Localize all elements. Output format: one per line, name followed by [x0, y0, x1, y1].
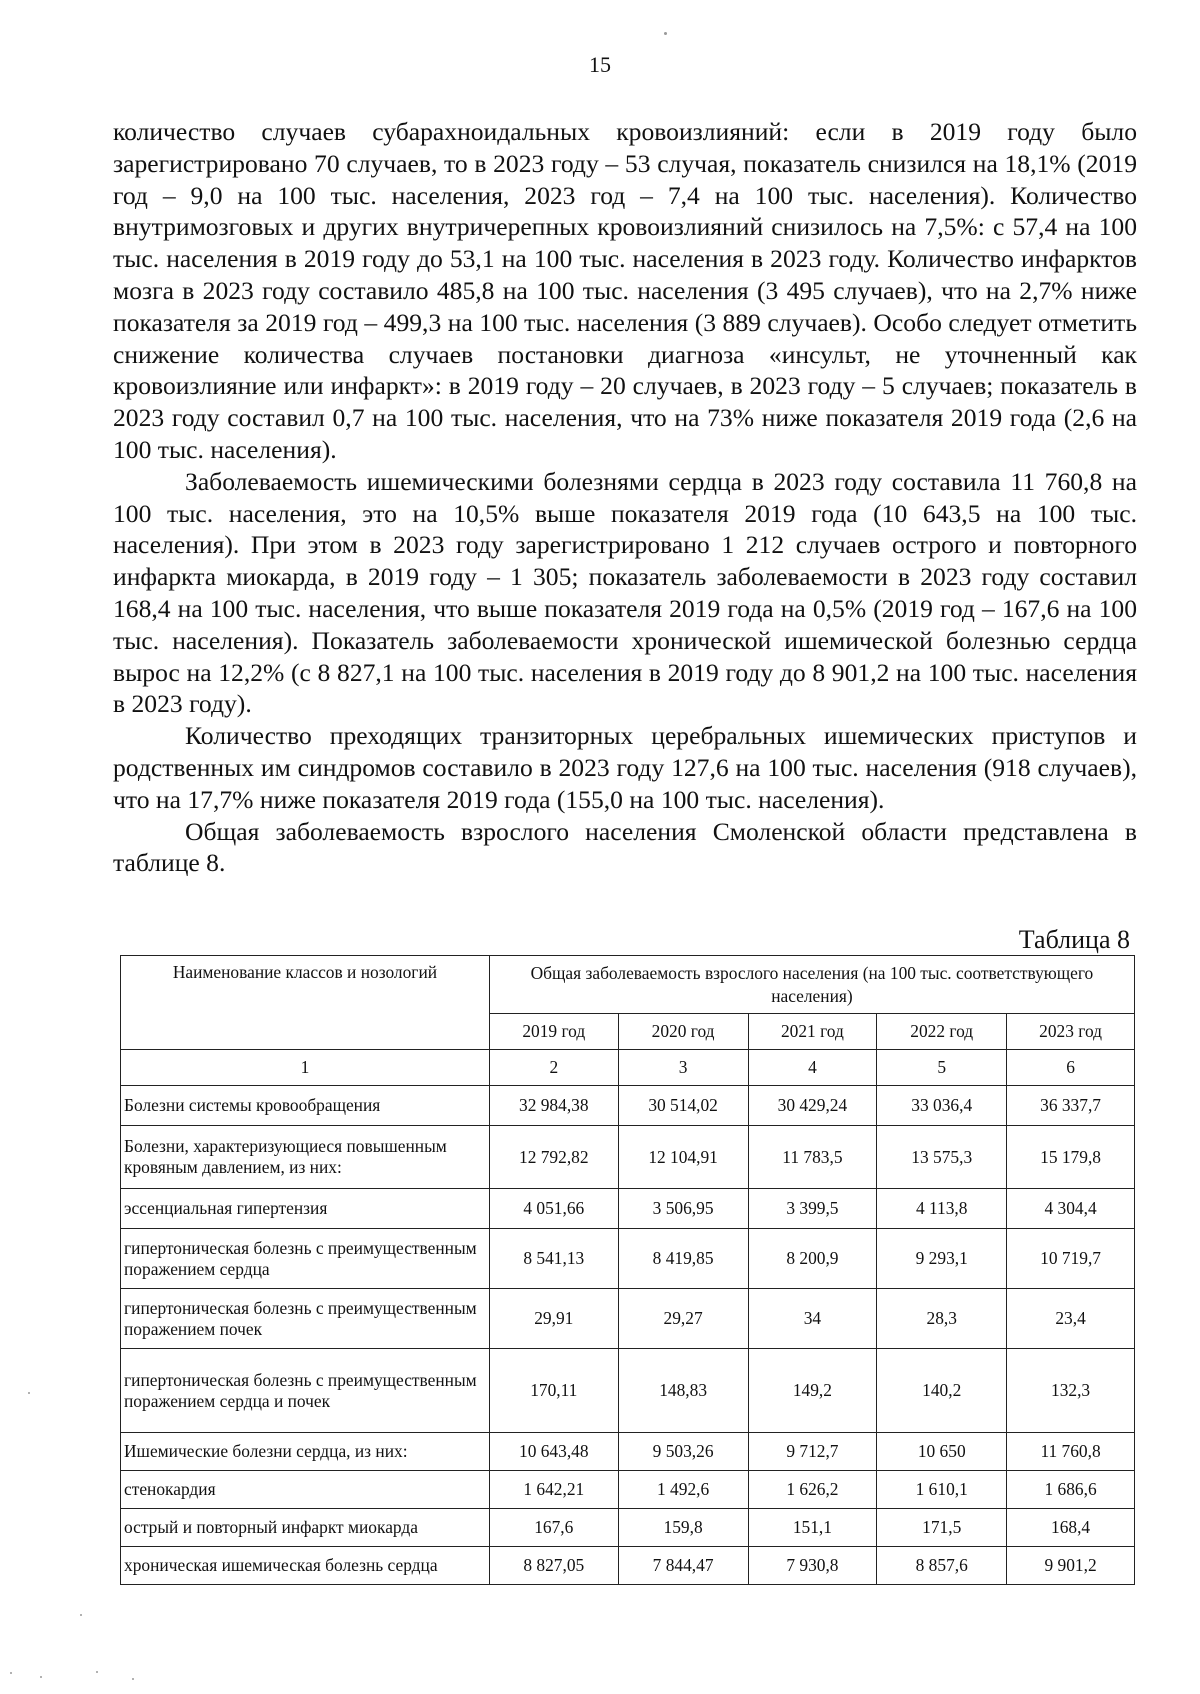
scan-speck	[664, 32, 667, 35]
value-cell: 168,4	[1007, 1509, 1135, 1547]
row-name-cell: острый и повторный инфаркт миокарда	[121, 1509, 490, 1547]
value-cell: 36 337,7	[1007, 1086, 1135, 1126]
value-cell: 8 857,6	[877, 1547, 1007, 1585]
paragraph-ischemic-heart: Заболеваемость ишемическими болезнями сердца в 2023 году составила 11 760,8 на 100 тыс. населения, это на 10,5% выше показателя 2019 года (10 643,5 на 100 тыс. населения). При этом в 2023 году зарегистрировано 1 212 случаев острого и повторного инфаркта миокарда, в 2019 году – 1 305; показатель заболеваемости в 2023 году составил 168,4 на 100 тыс. населения, что выше показателя 2019 года на 0,5% (2019 год – 167,6 на 100 тыс. населения). Показатель заболеваемости хронической ишемической болезнью сердца вырос на 12,2% (с 8 827,1 на 100 тыс. населения в 2019 году до 8 901,2 на 100 тыс. населения в 2023 году).	[113, 466, 1137, 719]
value-cell: 171,5	[877, 1509, 1007, 1547]
table-column-numbers-row	[121, 1050, 1135, 1086]
value-cell: 29,27	[618, 1289, 748, 1349]
value-cell: 3 506,95	[618, 1189, 748, 1229]
scan-speck	[96, 1671, 98, 1673]
header-year-cell: 2021 год	[748, 1014, 877, 1050]
table-row	[121, 1126, 1135, 1189]
row-name-cell: Болезни, характеризующиеся повышенным кровяным давлением, из них:	[121, 1126, 490, 1189]
value-cell: 149,2	[748, 1349, 877, 1433]
row-name-cell: хроническая ишемическая болезнь сердца	[121, 1547, 490, 1585]
column-number-cell: 3	[618, 1050, 748, 1086]
value-cell: 1 686,6	[1007, 1471, 1135, 1509]
value-cell: 148,83	[618, 1349, 748, 1433]
value-cell: 23,4	[1007, 1289, 1135, 1349]
value-cell: 30 429,24	[748, 1086, 877, 1126]
value-cell: 11 783,5	[748, 1126, 877, 1189]
table-row	[121, 1509, 1135, 1547]
row-name-cell: гипертоническая болезнь с преимущественным поражением сердца и почек	[121, 1349, 490, 1433]
value-cell: 8 541,13	[489, 1229, 618, 1289]
value-cell: 167,6	[489, 1509, 618, 1547]
value-cell: 8 827,05	[489, 1547, 618, 1585]
value-cell: 12 792,82	[489, 1126, 618, 1189]
table-row	[121, 1349, 1135, 1433]
value-cell: 7 930,8	[748, 1547, 877, 1585]
table-row	[121, 1189, 1135, 1229]
scan-speck	[28, 1392, 30, 1394]
value-cell: 34	[748, 1289, 877, 1349]
scan-speck	[80, 1614, 82, 1616]
paragraph-strokes: количество случаев субарахноидальных кровоизлияний: если в 2019 году было зарегистрировано 70 случаев, то в 2023 году – 53 случая, показатель снизился на 18,1% (2019 год – 9,0 на 100 тыс. населения, 2023 год – 7,4 на 100 тыс. населения). Количество внутримозговых и других внутричерепных кровоизлияний снизилось на 7,5%: с 57,4 на 100 тыс. населения в 2019 году до 53,1 на 100 тыс. населения в 2023 году. Количество инфарктов мозга в 2023 году составило 485,8 на 100 тыс. населения (3 495 случаев), что на 2,7% ниже показателя за 2019 год – 499,3 на 100 тыс. населения (3 889 случаев). Особо следует отметить снижение количества случаев постановки диагноза «инсульт, не уточненный как кровоизлияние или инфаркт»: в 2019 году – 20 случаев, в 2023 году – 5 случаев; показатель в 2023 году составил 0,7 на 100 тыс. населения, что на 73% ниже показателя 2019 года (2,6 на 100 тыс. населения).	[113, 117, 1137, 464]
value-cell: 1 626,2	[748, 1471, 877, 1509]
value-cell: 1 642,21	[489, 1471, 618, 1509]
value-cell: 9 503,26	[618, 1433, 748, 1471]
value-cell: 8 419,85	[618, 1229, 748, 1289]
value-cell: 15 179,8	[1007, 1126, 1135, 1189]
value-cell: 7 844,47	[618, 1547, 748, 1585]
value-cell: 4 113,8	[877, 1189, 1007, 1229]
row-name-cell: Болезни системы кровообращения	[121, 1086, 490, 1126]
header-year-cell: 2023 год	[1007, 1014, 1135, 1050]
value-cell: 13 575,3	[877, 1126, 1007, 1189]
value-cell: 30 514,02	[618, 1086, 748, 1126]
value-cell: 140,2	[877, 1349, 1007, 1433]
scan-speck	[40, 1676, 42, 1678]
table-row	[121, 1471, 1135, 1509]
scan-speck	[10, 1672, 12, 1674]
value-cell: 8 200,9	[748, 1229, 877, 1289]
header-group-cell: Общая заболеваемость взрослого населения (на 100 тыс. соответствующего населения)	[489, 956, 1134, 1014]
value-cell: 29,91	[489, 1289, 618, 1349]
value-cell: 1 492,6	[618, 1471, 748, 1509]
value-cell: 12 104,91	[618, 1126, 748, 1189]
value-cell: 151,1	[748, 1509, 877, 1547]
row-name-cell: гипертоническая болезнь с преимущественным поражением почек	[121, 1289, 490, 1349]
table-label: Таблица 8	[1018, 925, 1130, 954]
paragraph-table-intro: Общая заболеваемость взрослого населения Смоленской области представлена в таблице 8.	[113, 816, 1137, 878]
paragraph-transient-ischemic: Количество преходящих транзиторных церебральных ишемических приступов и родственных им синдромов составило в 2023 году 127,6 на 100 тыс. населения (918 случаев), что на 17,7% ниже показателя 2019 года (155,0 на 100 тыс. населения).	[113, 721, 1137, 814]
header-year-cell: 2020 год	[618, 1014, 748, 1050]
row-name-cell: Ишемические болезни сердца, из них:	[121, 1433, 490, 1471]
table-row	[121, 1433, 1135, 1471]
header-year-cell: 2019 год	[489, 1014, 618, 1050]
table-header-row	[121, 956, 1135, 1014]
value-cell: 10 650	[877, 1433, 1007, 1471]
value-cell: 170,11	[489, 1349, 618, 1433]
value-cell: 10 719,7	[1007, 1229, 1135, 1289]
value-cell: 132,3	[1007, 1349, 1135, 1433]
row-name-cell: эссенциальная гипертензия	[121, 1189, 490, 1229]
column-number-cell: 2	[489, 1050, 618, 1086]
value-cell: 4 051,66	[489, 1189, 618, 1229]
row-name-cell: гипертоническая болезнь с преимущественным поражением сердца	[121, 1229, 490, 1289]
row-name-cell: стенокардия	[121, 1471, 490, 1509]
scan-speck	[132, 1678, 134, 1680]
column-number-cell: 1	[121, 1050, 490, 1086]
value-cell: 4 304,4	[1007, 1189, 1135, 1229]
column-number-cell: 6	[1007, 1050, 1135, 1086]
value-cell: 11 760,8	[1007, 1433, 1135, 1471]
header-year-cell: 2022 год	[877, 1014, 1007, 1050]
value-cell: 28,3	[877, 1289, 1007, 1349]
value-cell: 3 399,5	[748, 1189, 877, 1229]
value-cell: 32 984,38	[489, 1086, 618, 1126]
value-cell: 33 036,4	[877, 1086, 1007, 1126]
table-row	[121, 1547, 1135, 1585]
value-cell: 10 643,48	[489, 1433, 618, 1471]
table-row	[121, 1086, 1135, 1126]
value-cell: 9 293,1	[877, 1229, 1007, 1289]
morbidity-table	[120, 955, 1135, 1585]
column-number-cell: 4	[748, 1050, 877, 1086]
header-name-cell: Наименование классов и нозологий	[121, 956, 490, 1050]
table-row	[121, 1229, 1135, 1289]
body-text	[113, 116, 1137, 879]
value-cell: 1 610,1	[877, 1471, 1007, 1509]
table-row	[121, 1289, 1135, 1349]
value-cell: 9 712,7	[748, 1433, 877, 1471]
column-number-cell: 5	[877, 1050, 1007, 1086]
page-number: 15	[589, 52, 611, 77]
value-cell: 9 901,2	[1007, 1547, 1135, 1585]
value-cell: 159,8	[618, 1509, 748, 1547]
